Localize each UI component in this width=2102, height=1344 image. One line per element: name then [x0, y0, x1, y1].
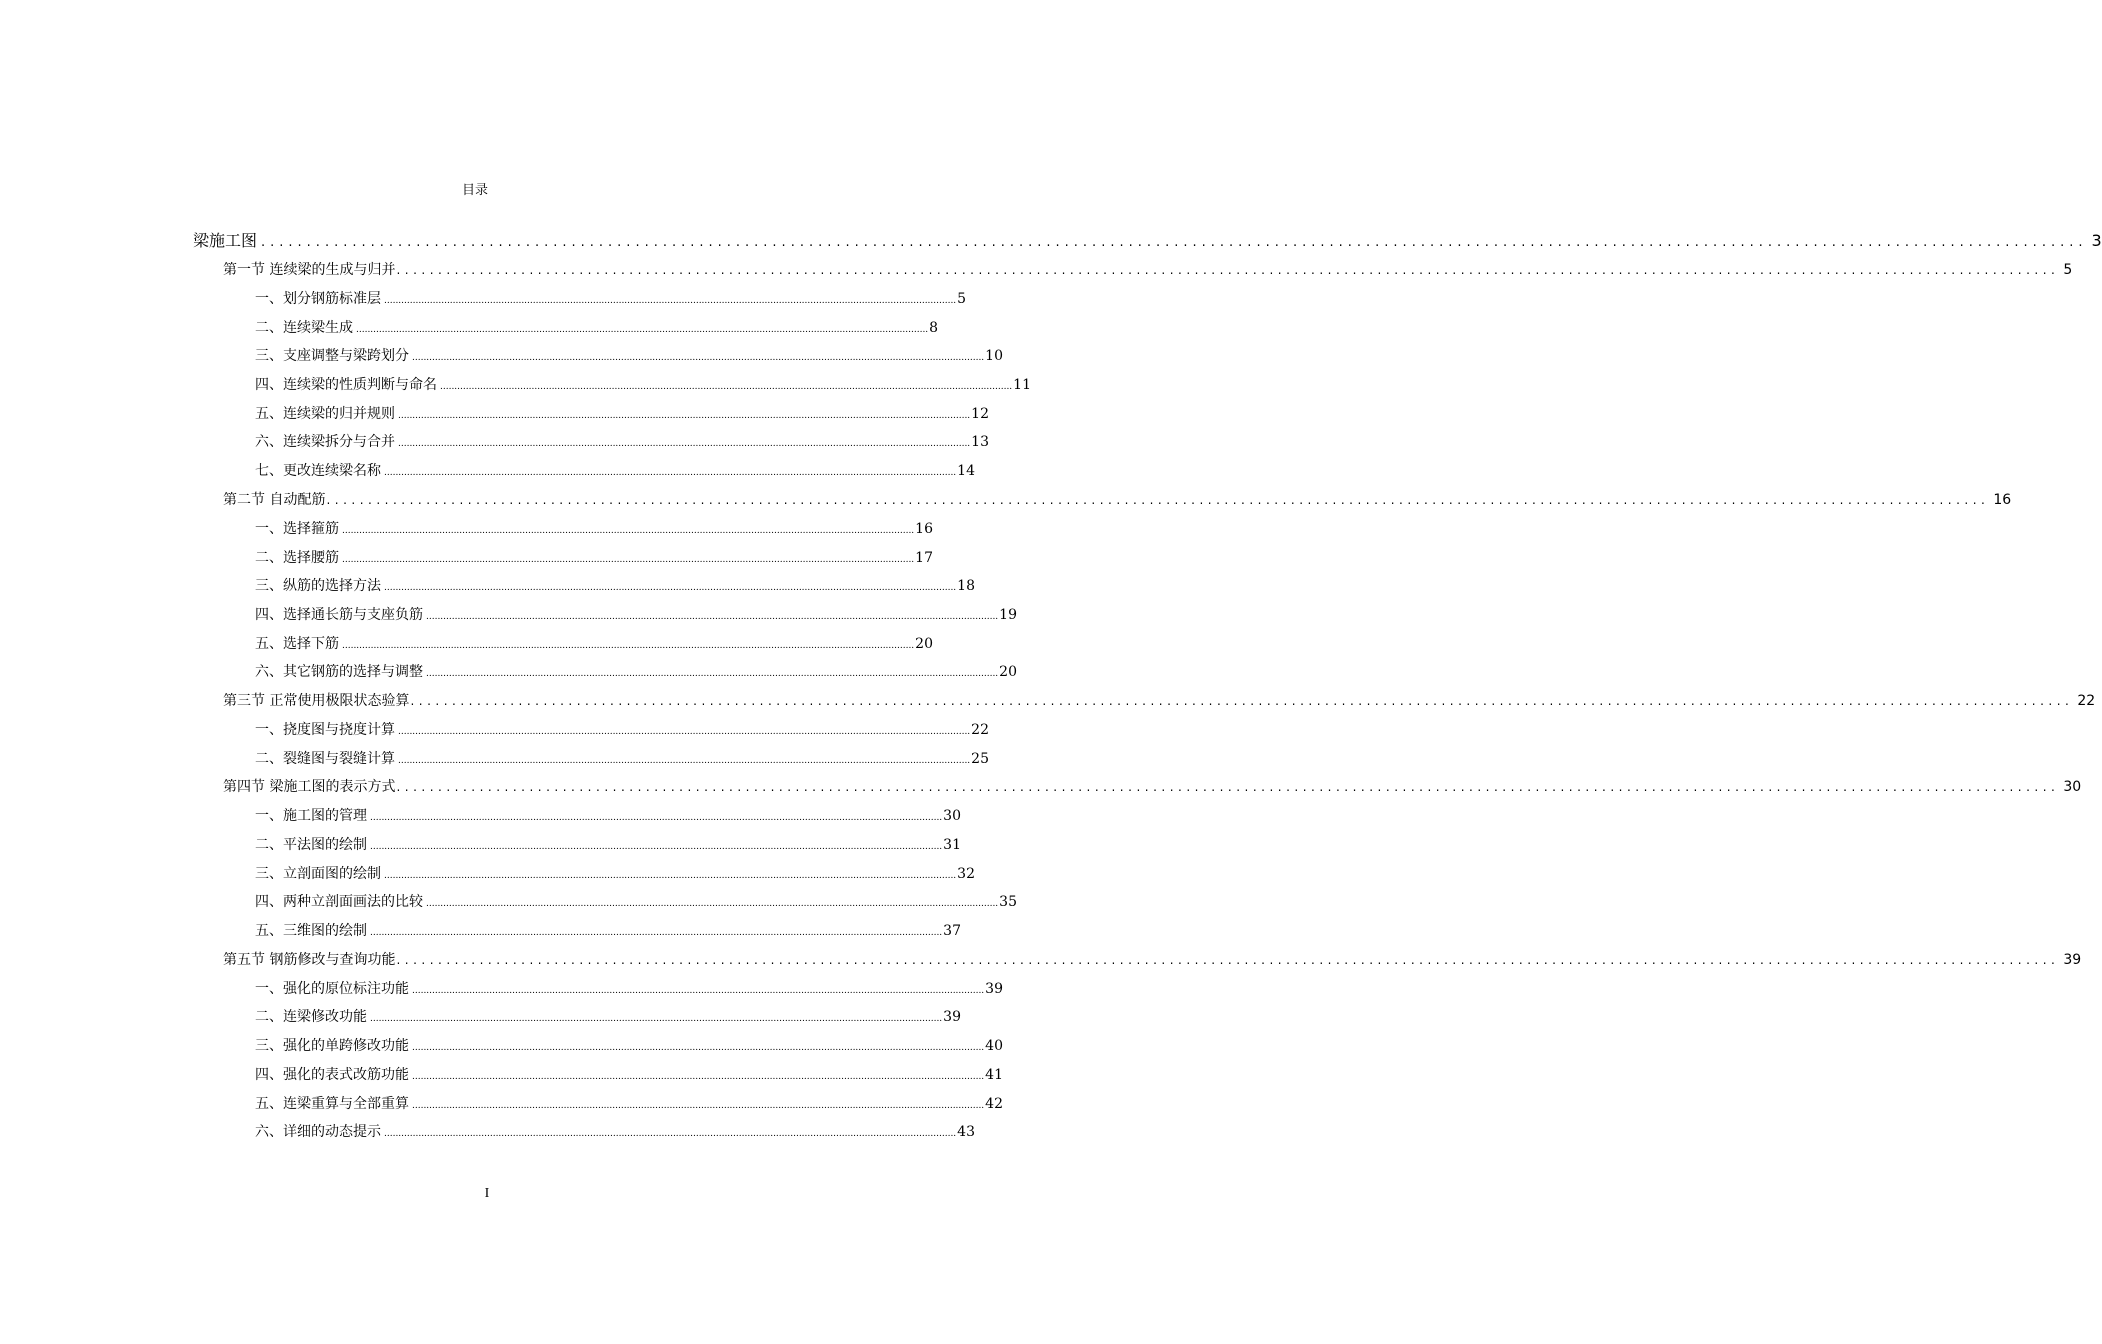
toc-entry-label: 第一节 连续梁的生成与归并	[223, 262, 396, 278]
toc-entry-label: 第四节 梁施工图的表示方式	[223, 779, 396, 796]
toc-entry-label: 二、连梁修改功能	[255, 1009, 367, 1026]
toc-dot-leader: ........................................................................................................................................................................................................	[412, 1043, 985, 1054]
toc-entry-level-3[interactable]	[193, 457, 975, 486]
toc-entry-label: 二、选择腰筋	[255, 549, 339, 566]
toc-dot-leader: ........................................................................................................................................................................................................	[261, 235, 2088, 250]
toc-entry-level-3[interactable]	[193, 630, 933, 659]
toc-entry-level-3[interactable]	[193, 601, 1017, 630]
toc-entry-level-3[interactable]	[193, 745, 989, 774]
toc-entry-label: 四、强化的表式改筋功能	[255, 1066, 409, 1083]
toc-entry-level-2[interactable]	[193, 946, 2082, 975]
toc-dot-leader: ........................................................................................................................................................................................................	[410, 693, 2074, 708]
toc-entry-label: 七、更改连续梁名称	[255, 463, 381, 480]
toc-entry-label: 三、立剖面图的绘制	[255, 865, 381, 882]
toc-entry-label: 三、纵筋的选择方法	[255, 578, 381, 595]
toc-entry-label: 六、其它钢筋的选择与调整	[255, 664, 423, 681]
toc-entry-page-number: 40	[985, 1038, 1003, 1055]
toc-entry-page-number: 16	[1993, 491, 2012, 508]
toc-entry-page-number: 32	[957, 865, 975, 882]
toc-entry-level-2[interactable]	[193, 486, 2012, 515]
toc-entry-label: 五、三维图的绘制	[255, 923, 367, 940]
toc-entry-level-3[interactable]	[193, 1061, 1003, 1090]
toc-dot-leader: ........................................................................................................................................................................................................	[396, 263, 2060, 277]
toc-entry-level-3[interactable]	[193, 831, 961, 860]
toc-entry-page-number: 20	[915, 635, 933, 652]
toc-dot-leader: ........................................................................................................................................................................................................	[370, 813, 943, 824]
toc-dot-leader: ........................................................................................................................................................................................................	[342, 525, 915, 536]
toc-entry-page-number: 37	[943, 923, 961, 940]
toc-entry-level-3[interactable]	[193, 802, 961, 831]
toc-dot-leader: ........................................................................................................................................................................................................	[440, 382, 1013, 393]
toc-entry-level-2[interactable]	[193, 687, 2096, 716]
toc-dot-leader: ........................................................................................................................................................................................................	[426, 669, 999, 680]
toc-entry-level-3[interactable]	[193, 515, 933, 544]
toc-entry-label: 六、连续梁拆分与合并	[255, 434, 395, 451]
toc-entry-page-number: 8	[929, 319, 939, 336]
toc-entry-level-2[interactable]	[193, 256, 2073, 285]
toc-dot-leader: ........................................................................................................................................................................................................	[370, 1014, 943, 1025]
toc-entry-label: 一、强化的原位标注功能	[255, 980, 409, 997]
toc-entry-label: 二、平法图的绘制	[255, 837, 367, 853]
toc-entry-page-number: 11	[1013, 377, 1031, 394]
toc-entry-level-3[interactable]	[193, 658, 1017, 687]
toc-entry-level-3[interactable]	[193, 1003, 961, 1032]
toc-entry-level-3[interactable]	[193, 428, 989, 457]
toc-entry-page-number: 12	[971, 405, 989, 422]
toc-entry-level-3[interactable]	[193, 888, 1017, 917]
toc-entry-label: 二、连续梁生成	[255, 319, 353, 336]
toc-entry-label: 三、强化的单跨修改功能	[255, 1038, 409, 1055]
toc-dot-leader: ........................................................................................................................................................................................................	[396, 780, 2060, 795]
toc-entry-level-3[interactable]	[193, 716, 989, 745]
toc-entry-label: 二、裂缝图与裂缝计算	[255, 750, 395, 767]
toc-dot-leader: ........................................................................................................................................................................................................	[384, 870, 957, 881]
toc-entry-label: 三、支座调整与梁跨划分	[255, 348, 409, 365]
toc-entry-level-3[interactable]	[193, 1090, 1003, 1119]
toc-dot-leader: ........................................................................................................................................................................................................	[426, 611, 999, 622]
toc-entry-page-number: 42	[985, 1095, 1003, 1112]
toc-entry-page-number: 30	[943, 808, 961, 825]
toc-entry-page-number: 17	[915, 549, 933, 566]
toc-entry-level-2[interactable]	[193, 773, 2082, 802]
toc-entry-page-number: 43	[957, 1124, 975, 1141]
toc-entry-page-number: 5	[2063, 262, 2073, 278]
toc-entry-level-3[interactable]	[193, 285, 967, 314]
toc-entry-page-number: 22	[971, 721, 989, 738]
toc-dot-leader: ........................................................................................................................................................................................................	[356, 324, 929, 335]
toc-entry-level-3[interactable]	[193, 342, 1003, 371]
toc-entry-page-number: 39	[985, 980, 1003, 997]
toc-entry-label: 第三节 正常使用极限状态验算	[223, 692, 410, 709]
toc-dot-leader: ........................................................................................................................................................................................................	[398, 410, 971, 421]
page-number-footer: I	[484, 1186, 490, 1201]
toc-entry-level-3[interactable]	[193, 917, 961, 946]
toc-entry-level-3[interactable]	[193, 975, 1003, 1004]
toc-dot-leader: ........................................................................................................................................................................................................	[370, 842, 943, 852]
toc-entry-level-1[interactable]	[193, 226, 2102, 256]
toc-dot-leader: ........................................................................................................................................................................................................	[384, 468, 957, 479]
toc-entry-label: 一、划分钢筋标准层	[255, 291, 381, 307]
toc-entry-label: 梁施工图	[193, 231, 258, 250]
toc-dot-leader: ........................................................................................................................................................................................................	[398, 726, 971, 737]
toc-dot-leader: ........................................................................................................................................................................................................	[342, 554, 915, 565]
toc-entry-label: 四、选择通长筋与支座负筋	[255, 606, 423, 623]
toc-dot-leader: ........................................................................................................................................................................................................	[412, 1100, 985, 1111]
toc-entry-label: 四、两种立剖面画法的比较	[255, 894, 423, 911]
toc-dot-leader: ........................................................................................................................................................................................................	[412, 985, 985, 996]
toc-entry-page-number: 3	[2091, 231, 2102, 250]
toc-dot-leader: ........................................................................................................................................................................................................	[412, 353, 985, 364]
toc-entry-level-3[interactable]	[193, 314, 939, 343]
toc-entry-level-3[interactable]	[193, 544, 933, 573]
toc-entry-label: 五、选择下筋	[255, 635, 339, 652]
toc-entry-page-number: 25	[971, 750, 989, 767]
toc-entry-level-3[interactable]	[193, 1118, 975, 1147]
toc-entry-page-number: 20	[999, 664, 1017, 681]
toc-entry-level-3[interactable]	[193, 572, 975, 601]
toc-entry-level-3[interactable]	[193, 860, 975, 889]
page-title: 目录	[461, 183, 488, 198]
toc-entry-label: 第二节 自动配筋	[223, 491, 326, 508]
toc-entry-label: 一、施工图的管理	[255, 808, 367, 825]
toc-entry-label: 一、选择箍筋	[255, 520, 339, 537]
toc-dot-leader: ........................................................................................................................................................................................................	[398, 439, 971, 450]
toc-entry-label: 五、连梁重算与全部重算	[255, 1095, 409, 1112]
toc-dot-leader: ........................................................................................................................................................................................................	[412, 1071, 985, 1082]
toc-entry-page-number: 35	[999, 894, 1017, 911]
toc-entry-page-number: 30	[2063, 779, 2082, 796]
toc-entry-page-number: 18	[957, 578, 975, 595]
toc-dot-leader: ........................................................................................................................................................................................................	[384, 296, 957, 306]
toc-entry-page-number: 39	[2063, 951, 2082, 968]
toc-dot-leader: ........................................................................................................................................................................................................	[342, 640, 915, 651]
toc-entry-label: 第五节 钢筋修改与查询功能	[223, 951, 396, 968]
toc-dot-leader: ........................................................................................................................................................................................................	[384, 1129, 957, 1140]
toc-dot-leader: ........................................................................................................................................................................................................	[398, 755, 971, 766]
toc-entry-page-number: 22	[2077, 692, 2096, 709]
toc-dot-leader: ........................................................................................................................................................................................................	[326, 492, 1990, 507]
toc-entry-page-number: 16	[915, 520, 933, 537]
toc-entry-page-number: 39	[943, 1009, 961, 1026]
toc-entry-page-number: 5	[957, 291, 967, 307]
toc-entry-page-number: 14	[957, 463, 975, 480]
toc-entry-level-3[interactable]	[193, 1032, 1003, 1061]
toc-entry-page-number: 19	[999, 606, 1017, 623]
table-of-contents	[193, 226, 2102, 1147]
toc-entry-label: 六、详细的动态提示	[255, 1124, 381, 1141]
toc-dot-leader: ........................................................................................................................................................................................................	[384, 583, 957, 594]
toc-entry-page-number: 41	[985, 1066, 1003, 1083]
toc-entry-label: 一、挠度图与挠度计算	[255, 721, 395, 738]
toc-dot-leader: ........................................................................................................................................................................................................	[370, 928, 943, 939]
toc-dot-leader: ........................................................................................................................................................................................................	[396, 952, 2060, 967]
toc-dot-leader: ........................................................................................................................................................................................................	[426, 899, 999, 910]
toc-entry-page-number: 31	[943, 837, 961, 853]
toc-entry-page-number: 13	[971, 434, 989, 451]
toc-entry-page-number: 10	[985, 348, 1003, 365]
toc-entry-level-3[interactable]	[193, 400, 989, 429]
toc-entry-level-3[interactable]	[193, 371, 1031, 400]
toc-entry-label: 四、连续梁的性质判断与命名	[255, 377, 437, 394]
toc-entry-label: 五、连续梁的归并规则	[255, 405, 395, 422]
